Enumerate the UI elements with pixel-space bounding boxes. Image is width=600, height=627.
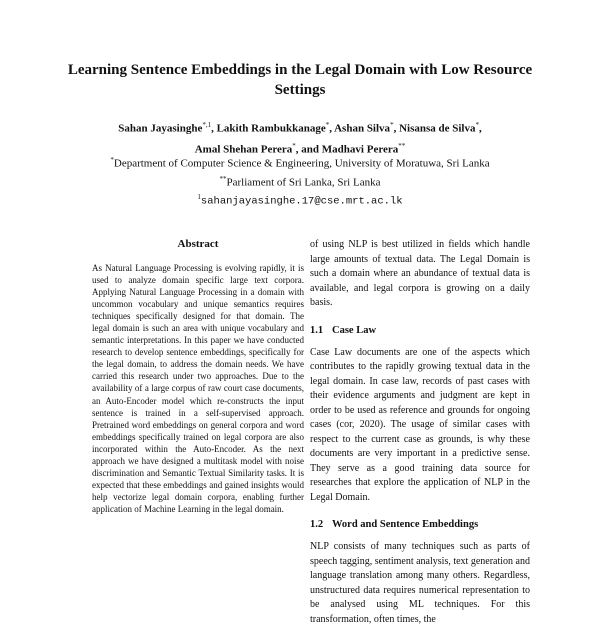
- author-line-1: [40, 117, 560, 138]
- author-separator: ,: [329, 122, 335, 135]
- affiliation-mark: *: [110, 156, 114, 164]
- author-mark: *: [325, 121, 330, 129]
- affiliation-text: Department of Computer Science & Engineering, University of Moratuwa, Sri Lanka: [113, 157, 490, 170]
- section-number: 1.2: [310, 519, 324, 530]
- section-title: Case Law: [332, 324, 377, 336]
- section-title: Word and Sentence Embeddings: [332, 519, 479, 530]
- body-column: [310, 238, 530, 627]
- author-name: Lakith Rambukkanage: [216, 122, 326, 135]
- author-separator: ,: [211, 122, 217, 135]
- section-heading-case-law: [310, 325, 530, 336]
- author-mark: *: [390, 121, 394, 129]
- email-mark: 1: [197, 193, 201, 202]
- author-name: Ashan Silva: [334, 122, 391, 135]
- affiliation: [40, 153, 560, 172]
- section-paragraph-case-law: Case Law documents are one of the aspects which contributes to the rapidly growing textual data in the legal domain. In case law, records of past cases with their evidence arguments and judgment are kept in order to be used as reference and grounds for ongoing cases (cor, 2020). The usage of similar cases with respect to the current case as grounds, is why these documents are very important in a predictive sense. They serve as a good training data source for researches that explore the application of NLP in the Legal Domain.: [310, 346, 530, 503]
- affiliation: [40, 172, 560, 191]
- abstract-text: As Natural Language Processing is evolving rapidly, it is used to analyze domain specific large text corpora. Applying Natural Language Processing in a domain with uncommon vocabulary and unique semantics requires techniques specifically designed for that domain. The legal domain is such an area with unique vocabulary and semantic interpretations. In this paper we have conducted research to develop sentence embeddings, specifically for the legal domain, to address the domain needs. We have carried this research under two approaches. Due to the availability of a large corpus of raw court case documents, an Auto-Encoder model which re-constructs the input sentence is trained in a self-supervised approach. Pretrained word embeddings on general corpora and word embeddings specifically trained on legal corpora are also incorporated within the Auto-Encoder. As the next approach we have designed a multitask model with noise discrimination and Semantic Textual Similarity tasks. It is expected that these embeddings and gained insights would help vectorize legal domain corpora, enabling further application of Machine Learning in the legal domain.: [92, 263, 304, 514]
- author-mark: **: [398, 141, 406, 150]
- author-mark: *: [475, 121, 479, 129]
- affiliation-text: Parliament of Sri Lanka, Sri Lanka: [226, 176, 381, 189]
- section-heading-embeddings: [310, 519, 530, 530]
- section-paragraph-embeddings: NLP consists of many techniques such as parts of speech tagging, sentiment analysis, text generation and language translation among many others. Regardless, unstructured data requires numerical representation to be analysed using ML techniques. For this transformation, often times, the: [310, 541, 530, 625]
- contact-email: [40, 190, 560, 210]
- author-separator: , and: [295, 143, 322, 156]
- section-number: 1.1: [310, 324, 324, 336]
- author-separator: ,: [478, 122, 482, 135]
- affiliations: [40, 153, 560, 210]
- author-name: Amal Shehan Perera: [194, 143, 293, 156]
- author-mark: *,1: [202, 121, 212, 129]
- author-name: Nisansa de Silva: [399, 122, 476, 135]
- paper-title: Learning Sentence Embeddings in the Legal Domain with Low Resource Settings: [67, 62, 533, 98]
- email-address: sahanjayasinghe.17@cse.mrt.ac.lk: [200, 195, 403, 208]
- affiliation-mark: **: [219, 174, 227, 183]
- abstract-heading: Abstract: [177, 238, 219, 250]
- author-mark: *: [292, 141, 296, 150]
- author-name: Madhavi Perera: [321, 143, 399, 156]
- intro-paragraph: of using NLP is best utilized in fields which handle large amounts of textual data. The Legal Domain is such a domain where an abundance of textual data is available, and legal corpora is growing on a daily basis.: [310, 239, 530, 308]
- author-name: Sahan Jayasinghe: [118, 122, 203, 135]
- author-separator: ,: [393, 122, 400, 135]
